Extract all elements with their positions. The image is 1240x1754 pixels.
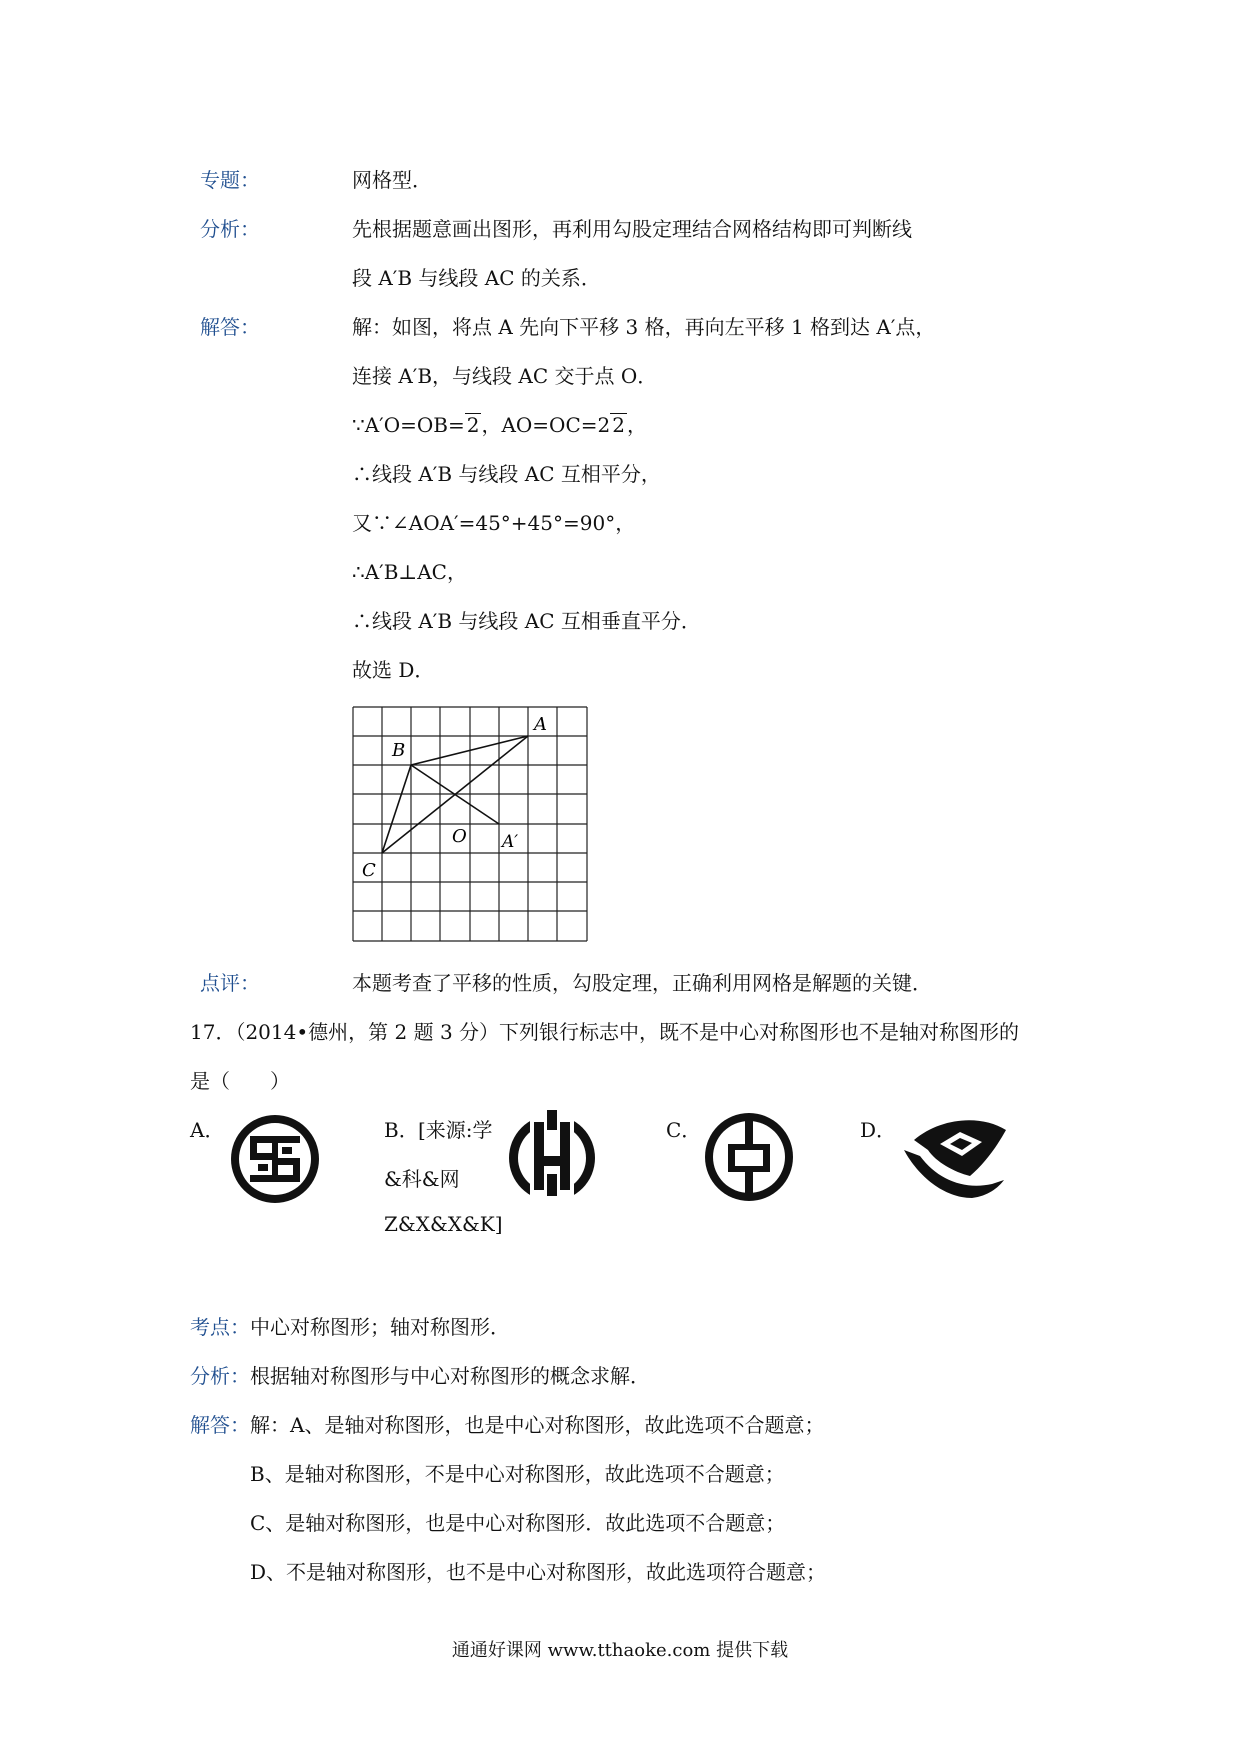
option-c-logo [702, 1110, 796, 1204]
option-b-letter: B． [384, 1118, 419, 1142]
answer-line-3 [352, 409, 647, 438]
s17-answer-line-3: C、是轴对称图形，也是中心对称图形．故此选项不合题意； [250, 1511, 786, 1535]
eq-end: ， [626, 413, 647, 437]
s17-answer-line-4: D、不是轴对称图形，也不是中心对称图形，故此选项符合题意； [250, 1560, 827, 1584]
q17-stem-line-2: 是（ ） [190, 1069, 290, 1093]
point-a-prime-label: A′ [502, 832, 519, 852]
comment-text: 本题考查了平移的性质，勾股定理，正确利用网格是解题的关键． [352, 971, 932, 995]
answer-line-4: ∴线段 A′B 与线段 AC 互相平分， [352, 462, 661, 486]
point-a-label: A [534, 714, 547, 735]
option-c-letter: C． [666, 1118, 702, 1142]
eq-part1: ∵A′O=OB= [352, 413, 465, 437]
point-c-label: C [362, 860, 376, 881]
eq-part2: ，AO=OC=2 [481, 413, 611, 437]
footer-text: 通通好课网 www.tthaoke.com 提供下载 [451, 1640, 789, 1661]
s17-answer-label: 解答： [190, 1413, 250, 1437]
comment-label: 点评： [200, 971, 260, 995]
answer-line-5: 又∵∠AOA′=45°+45°=90°， [352, 511, 636, 535]
s17-kaodian-text: 中心对称图形；轴对称图形． [250, 1315, 510, 1339]
option-b-note-1: [来源:学 [418, 1118, 493, 1142]
answer-line-8: 故选 D． [352, 658, 435, 682]
point-o-label: O [452, 826, 467, 847]
topic-label: 专题： [200, 168, 260, 192]
option-b-logo [504, 1108, 600, 1204]
answer-line-7: ∴线段 A′B 与线段 AC 互相垂直平分． [352, 609, 701, 633]
s17-answer-line-1: 解：A、是轴对称图形，也是中心对称图形，故此选项不合题意； [250, 1413, 825, 1437]
s17-kaodian-label: 考点： [190, 1315, 250, 1339]
answer-line-1: 解：如图，将点 A 先向下平移 3 格，再向左平移 1 格到达 A′点， [352, 315, 936, 339]
sqrt-2: 2 [612, 413, 625, 437]
option-d-logo [900, 1110, 1010, 1202]
answer-line-6: ∴A′B⊥AC， [352, 560, 467, 584]
grid-svg [352, 706, 588, 942]
s17-answer-row [190, 1409, 824, 1438]
s17-analysis-label: 分析： [190, 1364, 250, 1388]
s17-analysis-row [190, 1360, 650, 1389]
option-a-logo [228, 1112, 322, 1206]
s17-analysis-text: 根据轴对称图形与中心对称图形的概念求解． [250, 1364, 650, 1388]
point-b-label: B [392, 740, 406, 761]
option-d-letter: D． [860, 1118, 897, 1142]
topic-text: 网格型． [352, 168, 432, 192]
option-a-letter: A． [190, 1118, 225, 1142]
s17-kaodian-row [190, 1311, 510, 1340]
s17-answer-line-2: B、是轴对称图形，不是中心对称图形，故此选项不合题意； [250, 1462, 785, 1486]
option-b-note-3: Z&X&X&K] [384, 1212, 503, 1236]
sqrt-1: 2 [466, 413, 480, 437]
option-b-note-2: &科&网 [384, 1167, 460, 1191]
analysis-label: 分析： [200, 217, 260, 241]
grid-figure [352, 706, 588, 942]
grid-lines [353, 707, 587, 941]
analysis-line-1: 先根据题意画出图形，再利用勾股定理结合网格结构即可判断线 [352, 217, 912, 241]
analysis-line-2: 段 A′B 与线段 AC 的关系． [352, 266, 601, 290]
q17-stem-line-1: 17．（2014•德州，第 2 题 3 分）下列银行标志中，既不是中心对称图形也不是轴对称图形的 [190, 1020, 1020, 1044]
answer-line-2: 连接 A′B，与线段 AC 交于点 O． [352, 364, 658, 388]
answer-label: 解答： [200, 315, 260, 339]
